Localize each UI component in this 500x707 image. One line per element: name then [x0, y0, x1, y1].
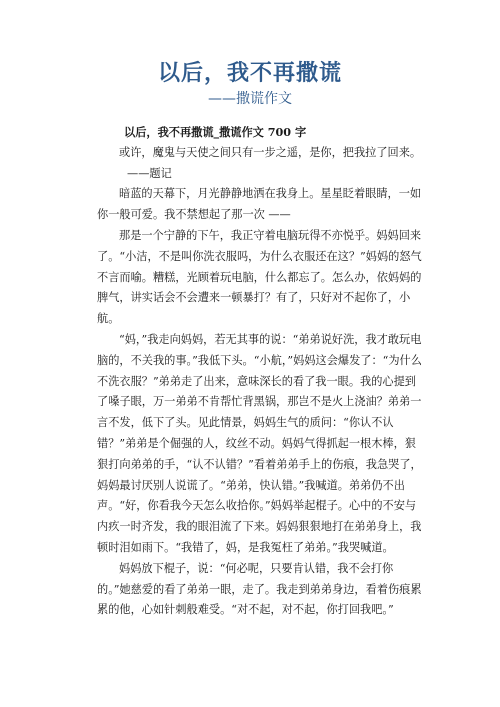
document-title: 以后，我不再撒谎 — [157, 61, 342, 86]
article-heading: 以后，我不再撒谎_撒谎作文 700 字 — [124, 125, 307, 139]
body-paragraph: 暗蓝的天幕下，月光静静地洒在我身上。星星眨着眼睛，一如你一般可爱。我不禁想起了那一次 —— — [97, 187, 422, 222]
document-subtitle: ——撒谎作文 — [208, 91, 292, 107]
epigraph-attribution: ——题记 — [127, 166, 172, 180]
article-body — [97, 122, 423, 621]
body-paragraph: 那是一个宁静的下午，我正守着电脑玩得不亦悦乎。妈妈回来了。“小洁，不是叫你洗衣服吗，为什么衣服还在这？”妈妈的怒气不言而喻。糟糕，光顾着玩电脑，什么都忘了。怎么办，依妈妈的脾气，讲实话会不会遭来一顿暴打？有了，只好对不起你了，小航。 — [97, 228, 422, 326]
body-paragraph: “妈，”我走向妈妈，若无其事的说：“弟弟说好洗，我才敢玩电脑的，不关我的事。”我低下头。“小航，”妈妈这会爆发了：“为什么不洗衣服？”弟弟走了出来，意味深长的看了我一眼。我的心提到了嗓子眼，万一弟弟不肯帮忙背黑锅，那岂不是火上浇油？弟弟一言不发，低下了头。见此情景，妈妈生气的质问：“你认不认错？”弟弟是个倔强的人，纹丝不动。妈妈气得抓起一根木棒，狠狠打向弟弟的手，“认不认错？”看着弟弟手上的伤痕，我急哭了，妈妈最讨厌别人说谎了。“弟弟，快认错。”我喊道。弟弟仍不出声。“好，你看我今天怎么收拾你。”妈妈举起棍子。心中的不安与内疚一时齐发，我的眼泪流了下来。妈妈狠狠地打在弟弟身上，我顿时泪如雨下。“我错了，妈，是我冤枉了弟弟。”我哭喊道。 — [97, 332, 422, 554]
body-paragraph: 妈妈放下棍子，说：“何必呢，只要肯认错，我不会打你的。”她慈爱的看了弟弟一眼，走了。我走到弟弟身边，看着伤痕累累的他，心如针刺般难受。“对不起，对不起，你打回我吧。” — [97, 561, 422, 617]
epigraph-paragraph: 或许，魔鬼与天使之间只有一步之遥，是你，把我拉了回来。 — [119, 145, 422, 159]
